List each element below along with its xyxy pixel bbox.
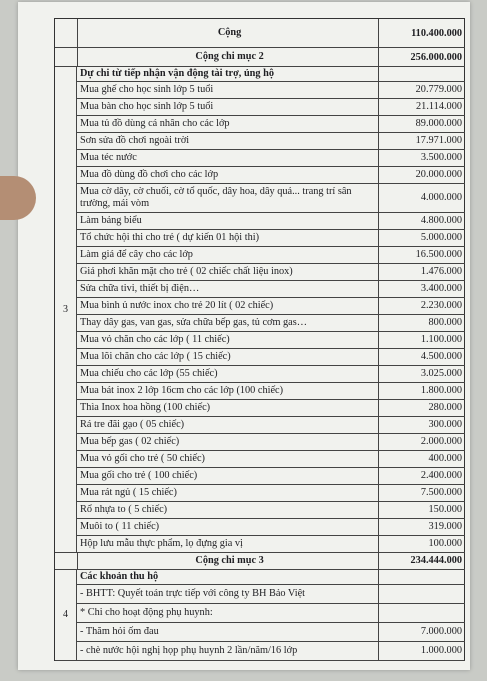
section-3-title: Dự chi từ tiếp nhận vận động tài trợ, ủng hộ	[77, 67, 379, 81]
table-row	[77, 247, 465, 264]
section-4-group	[55, 570, 465, 661]
red-stamp	[0, 268, 30, 348]
item-description: Mua đồ dùng đồ chơi cho các lớp	[77, 167, 379, 183]
item-amount: 4.500.000	[379, 349, 465, 365]
item-amount: 800.000	[379, 315, 465, 331]
row-number	[55, 553, 78, 569]
item-amount: 89.000.000	[379, 116, 465, 132]
section-3-title-row	[77, 67, 465, 82]
table-row	[77, 116, 465, 133]
item-amount: 7.500.000	[379, 485, 465, 501]
item-description: - chè nước hội nghị họp phụ huynh 2 lần/năm/16 lớp	[77, 642, 379, 660]
table-row	[77, 315, 465, 332]
item-description: Mua bàn cho học sinh lớp 5 tuổi	[77, 99, 379, 115]
table-row	[77, 502, 465, 519]
item-description: Mua tủ đồ dùng cá nhân cho các lớp	[77, 116, 379, 132]
section-3-title-amount	[379, 67, 465, 81]
item-description: Mua bát inox 2 lớp 16cm cho các lớp (100 chiếc)	[77, 383, 379, 399]
budget-table	[54, 18, 465, 661]
item-amount: 4.000.000	[379, 184, 465, 212]
item-amount: 400.000	[379, 451, 465, 467]
table-row	[55, 19, 465, 48]
section-3-number: 3	[55, 67, 77, 553]
item-description: Mua chiếu cho các lớp (55 chiếc)	[77, 366, 379, 382]
item-amount: 1.800.000	[379, 383, 465, 399]
table-row	[77, 451, 465, 468]
item-amount: 20.000.000	[379, 167, 465, 183]
table-row	[77, 417, 465, 434]
table-row	[77, 230, 465, 247]
section-3-total-row	[55, 553, 465, 570]
item-amount: 20.779.000	[379, 82, 465, 98]
table-row	[77, 184, 465, 213]
item-description: * Chi cho hoạt động phụ huynh:	[77, 604, 379, 622]
item-amount: 21.114.000	[379, 99, 465, 115]
item-amount	[379, 604, 465, 622]
item-description: Làm giá để cây cho các lớp	[77, 247, 379, 263]
item-amount: 5.000.000	[379, 230, 465, 246]
table-row	[77, 298, 465, 315]
item-description: - Thăm hỏi ốm đau	[77, 623, 379, 641]
item-amount: 2.400.000	[379, 468, 465, 484]
table-row	[77, 400, 465, 417]
table-row	[77, 150, 465, 167]
item-amount: 3.025.000	[379, 366, 465, 382]
section-3-total-label: Cộng chi mục 3	[78, 553, 379, 569]
section-4-title: Các khoản thu hộ	[77, 570, 379, 584]
item-description: Mua bình ủ nước inox cho trẻ 20 lít ( 02 chiếc)	[77, 298, 379, 314]
item-description: Mua bếp gas ( 02 chiếc)	[77, 434, 379, 450]
item-description: Rổ nhựa to ( 5 chiếc)	[77, 502, 379, 518]
row-description: Cộng chi mục 2	[78, 48, 379, 66]
item-amount: 300.000	[379, 417, 465, 433]
section-4-body	[77, 570, 465, 661]
item-description: Sửa chữa tivi, thiết bị điện…	[77, 281, 379, 297]
section-3-group	[55, 67, 465, 553]
table-row	[77, 623, 465, 642]
item-description: Làm bảng biểu	[77, 213, 379, 229]
row-number	[55, 48, 78, 66]
row-description: Cộng	[78, 19, 379, 47]
table-row	[77, 383, 465, 400]
table-row	[77, 213, 465, 230]
item-description: Hộp lưu mẫu thực phẩm, lọ đựng gia vị	[77, 536, 379, 552]
item-description: - BHTT: Quyết toán trực tiếp với công ty BH Bảo Việt	[77, 585, 379, 603]
item-amount: 150.000	[379, 502, 465, 518]
item-amount: 17.971.000	[379, 133, 465, 149]
section-3-body	[77, 67, 465, 553]
table-row	[77, 585, 465, 604]
item-description: Mua gối cho trẻ ( 100 chiếc)	[77, 468, 379, 484]
section-3-total-amount: 234.444.000	[379, 553, 465, 569]
item-amount: 1.476.000	[379, 264, 465, 280]
item-description: Mua vỏ chăn cho các lớp ( 11 chiếc)	[77, 332, 379, 348]
table-row	[77, 82, 465, 99]
item-description: Mua téc nước	[77, 150, 379, 166]
table-row	[77, 485, 465, 502]
item-amount: 1.100.000	[379, 332, 465, 348]
table-row	[77, 434, 465, 451]
item-amount: 7.000.000	[379, 623, 465, 641]
table-row	[77, 519, 465, 536]
item-description: Muôi to ( 11 chiếc)	[77, 519, 379, 535]
table-row	[77, 349, 465, 366]
item-amount: 2.230.000	[379, 298, 465, 314]
item-amount: 319.000	[379, 519, 465, 535]
section-4-title-amount	[379, 570, 465, 584]
table-row	[77, 642, 465, 661]
row-number	[55, 19, 78, 47]
item-amount: 280.000	[379, 400, 465, 416]
table-row	[77, 99, 465, 116]
table-row	[77, 167, 465, 184]
section-4-title-row	[77, 570, 465, 585]
item-description: Mua ghế cho học sinh lớp 5 tuổi	[77, 82, 379, 98]
item-amount: 16.500.000	[379, 247, 465, 263]
section-4-number: 4	[55, 570, 77, 661]
item-description: Rá tre đãi gạo ( 05 chiếc)	[77, 417, 379, 433]
table-row	[77, 133, 465, 150]
item-amount: 3.500.000	[379, 150, 465, 166]
document-page	[18, 2, 470, 670]
item-description: Mua rát ngủ ( 15 chiếc)	[77, 485, 379, 501]
row-amount: 110.400.000	[379, 19, 465, 47]
item-description: Giá phơi khăn mặt cho trẻ ( 02 chiếc chất liệu inox)	[77, 264, 379, 280]
table-row	[77, 281, 465, 298]
item-amount: 100.000	[379, 536, 465, 552]
item-amount: 1.000.000	[379, 642, 465, 660]
table-row	[77, 468, 465, 485]
row-amount: 256.000.000	[379, 48, 465, 66]
table-row	[77, 536, 465, 553]
table-row	[77, 604, 465, 623]
item-description: Mua cờ dây, cờ chuối, cờ tổ quốc, dây hoa, dây quả... trang trí sân trường, mái vòm	[77, 184, 379, 212]
item-description: Thìa Inox hoa hồng (100 chiếc)	[77, 400, 379, 416]
item-description: Tổ chức hội thi cho trẻ ( dự kiến 01 hội thi)	[77, 230, 379, 246]
table-row	[77, 332, 465, 349]
table-row	[77, 264, 465, 281]
item-amount	[379, 585, 465, 603]
item-amount: 3.400.000	[379, 281, 465, 297]
item-description: Mua lõi chăn cho các lớp ( 15 chiếc)	[77, 349, 379, 365]
item-amount: 2.000.000	[379, 434, 465, 450]
item-description: Sơn sửa đồ chơi ngoài trời	[77, 133, 379, 149]
table-row	[55, 48, 465, 67]
item-description: Thay dây gas, van gas, sửa chữa bếp gas, tủ cơm gas…	[77, 315, 379, 331]
table-row	[77, 366, 465, 383]
item-description: Mua vỏ gối cho trẻ ( 50 chiếc)	[77, 451, 379, 467]
item-amount: 4.800.000	[379, 213, 465, 229]
